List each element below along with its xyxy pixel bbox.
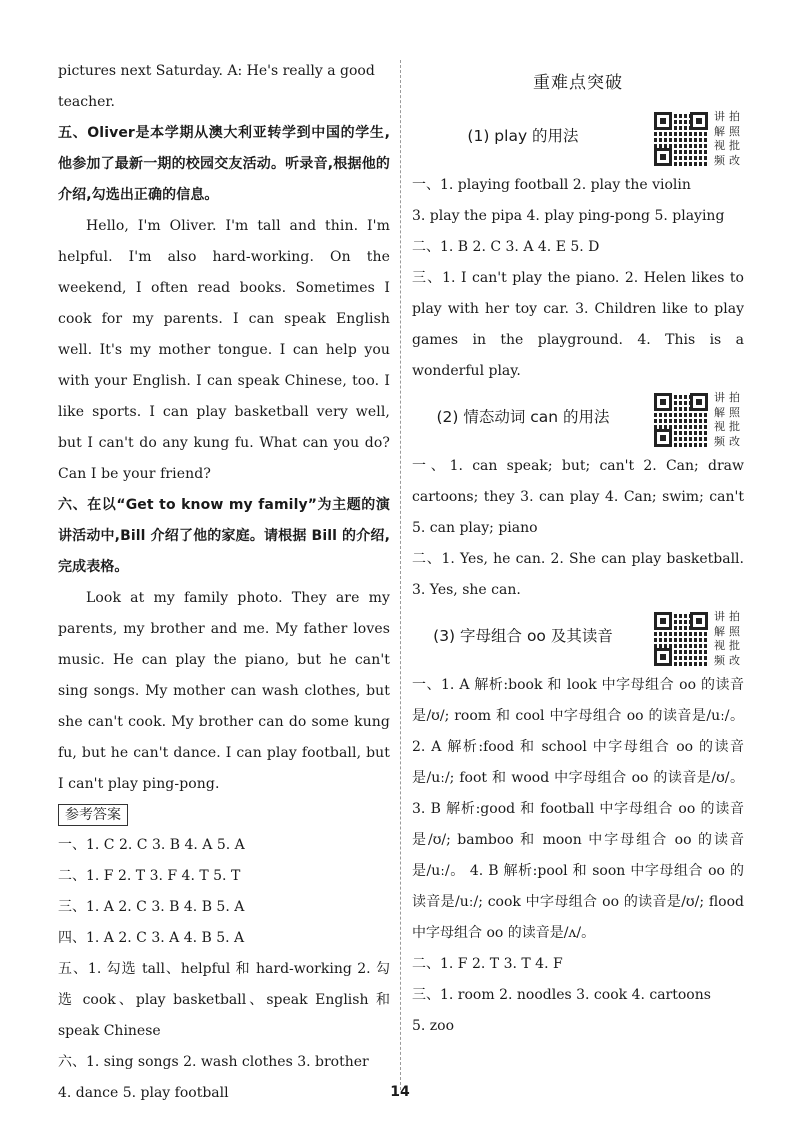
section-1-line: 二、1. B 2. C 3. A 4. E 5. D [412, 239, 600, 255]
section-1-line: 3. play the pipa 4. play ping-pong 5. playing [412, 208, 725, 224]
answer-row: 三、1. A 2. C 3. B 4. B 5. A [58, 899, 245, 915]
answer-row: 一、1. C 2. C 3. B 4. A 5. A [58, 837, 245, 853]
answer-row: 四、1. A 2. C 3. A 4. B 5. A [58, 930, 245, 946]
qr-code-block[interactable] [654, 110, 744, 168]
reference-answer-label: 参考答案 [58, 804, 128, 826]
qr-code-icon[interactable] [654, 612, 708, 666]
section-2-title: (2) 情态动词 can 的用法 [436, 408, 610, 426]
section-1-header [412, 106, 744, 170]
section-2-part-2: 二、1. Yes, he can. 2. She can play basketball. 3. Yes, she can. [412, 551, 744, 598]
section-3-title: (3) 字母组合 oo 及其读音 [433, 627, 613, 645]
qr-label: 讲 拍 解 照 视 批 频 改 [714, 610, 740, 667]
section-1-line: 一、1. playing football 2. play the violin [412, 177, 691, 193]
qr-code-block[interactable] [654, 610, 744, 668]
right-title: 重难点突破 [533, 73, 623, 93]
answer-six-line-2: 4. dance 5. play football [58, 1085, 229, 1101]
section-3-part-1: 一、1. A 解析:book 和 look 中字母组合 oo 的读音是/ʊ/; room 和 cool 中字母组合 oo 的读音是/uː/。 2. A 解析:food 和 school 中字母组合 oo 的读音是/uː/; foot 和 wood 中字母组合 oo 的读音是/ʊ/。 3. B 解析:good 和 football 中字母组合 oo 的读音是/ʊ/; bamboo 和 moon 中字母组合 oo 的读音是/uː/。 4. B 解析:pool 和 soon 中字母组合 oo 的读音是/uː/; cook 中字母组合 oo 的读音是/ʊ/; flood 中字母组合 oo 的读音是/ʌ/。 [412, 677, 744, 941]
page-number: 14 [390, 1084, 410, 1100]
q6-passage: Look at my family photo. They are my parents, my brother and me. My father loves music. He can play the piano, but he can't sing songs. My mother can wash clothes, but she can't cook. My brother can do some kung fu, but he can't dance. I can play football, but I can't play ping-pong. [58, 590, 390, 792]
section-3-header [412, 606, 744, 670]
qr-code-icon[interactable] [654, 393, 708, 447]
left-column [58, 56, 390, 1109]
qr-label: 讲 拍 解 照 视 批 频 改 [714, 391, 740, 448]
answer-five: 五、1. 勾选 tall、helpful 和 hard-working 2. 勾选 cook、play basketball、speak English 和 speak Chinese [58, 961, 390, 1039]
section-3-part-3-cont: 5. zoo [412, 1018, 455, 1034]
column-divider [400, 60, 401, 1090]
section-3-part-2: 二、1. F 2. T 3. T 4. F [412, 956, 563, 972]
section-2-header [412, 387, 744, 451]
section-1-title: (1) play 的用法 [467, 127, 579, 145]
section-3-part-3: 三、1. room 2. noodles 3. cook 4. cartoons [412, 987, 711, 1003]
reference-answer-tag [58, 800, 390, 830]
q5-instruction: 五、Oliver是本学期从澳大利亚转学到中国的学生,他参加了最新一期的校园交友活动。听录音,根据他的介绍,勾选出正确的信息。 [58, 125, 390, 203]
answer-six-line-1: 六、1. sing songs 2. wash clothes 3. brother [58, 1054, 369, 1070]
q5-passage: Hello, I'm Oliver. I'm tall and thin. I'm helpful. I'm also hard-working. On the weekend, I often read books. Sometimes I cook for my parents. I can speak English well. It's my mother tongue. I can help you with your English. I can speak Chinese, too. I like sports. I can play basketball very well, but I can't do any kung fu. What can you do? Can I be your friend? [58, 218, 390, 482]
qr-code-block[interactable] [654, 391, 744, 449]
intro-line-1: pictures next Saturday. A: He's really a good [58, 63, 375, 79]
section-1-part-3: 三、1. I can't play the piano. 2. Helen likes to play with her toy car. 3. Children like to play games in the playground. 4. This is a wonderful play. [412, 270, 744, 379]
right-column [412, 56, 744, 1042]
qr-code-icon[interactable] [654, 112, 708, 166]
qr-label: 讲 拍 解 照 视 批 频 改 [714, 110, 740, 167]
section-2-part-1: 一、1. can speak; but; can't 2. Can; draw cartoons; they 3. can play 4. Can; swim; can't 5. can play; piano [412, 458, 744, 536]
q6-instruction: 六、在以“Get to know my family”为主题的演讲活动中,Bill 介绍了他的家庭。请根据 Bill 的介绍,完成表格。 [58, 497, 390, 575]
intro-line-2: teacher. [58, 94, 116, 110]
answer-row: 二、1. F 2. T 3. F 4. T 5. T [58, 868, 241, 884]
